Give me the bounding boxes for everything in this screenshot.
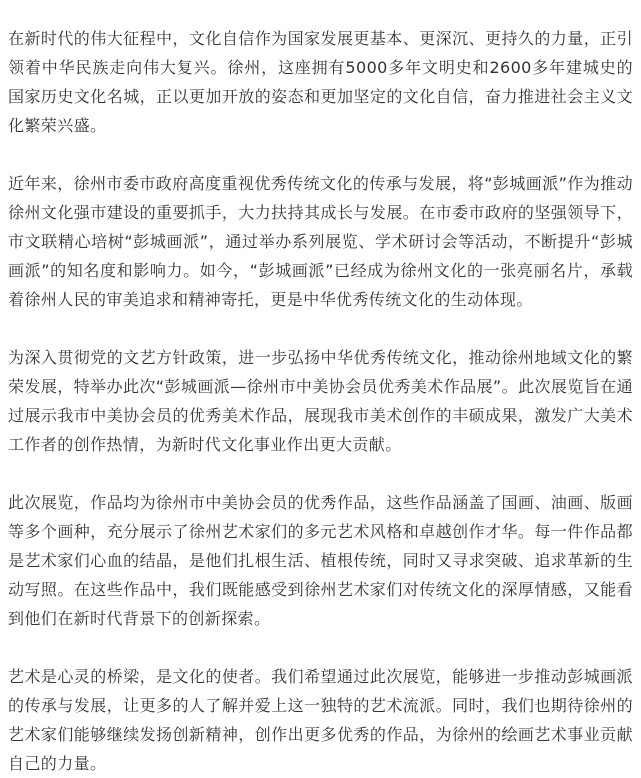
- paragraph-3: 为深入贯彻党的文艺方针政策，进一步弘扬中华优秀传统文化，推动徐州地域文化的繁荣发展，特举办此次“彭城画派—徐州市中美协会员优秀美术作品展”。此次展览旨在通过展示我市中美协会员的优秀美术作品，展现我市美术创作的丰硕成果，激发广大美术工作者的创作热情，为新时代文化事业作出更大贡献。: [8, 348, 633, 454]
- paragraph-5: 艺术是心灵的桥梁，是文化的使者。我们希望通过此次展览，能够进一步推动彭城画派的传承与发展，让更多的人了解并爱上这一独特的艺术流派。同时，我们也期待徐州的艺术家们能够继续发扬创新精神，创作出更多优秀的作品，为徐州的绘画艺术事业贡献自己的力量。: [8, 667, 633, 773]
- paragraph-1: 在新时代的伟大征程中，文化自信作为国家发展更基本、更深沉、更持久的力量，正引领着中华民族走向伟大复兴。徐州，这座拥有5000多年文明史和2600多年建城史的国家历史文化名城，正以更加开放的姿态和更加坚定的文化自信，奋力推进社会主义文化繁荣兴盛。: [8, 29, 633, 135]
- paragraph-2: 近年来，徐州市委市政府高度重视优秀传统文化的传承与发展，将“彭城画派”作为推动徐州文化强市建设的重要抓手，大力扶持其成长与发展。在市委市政府的坚强领导下，市文联精心培树“彭城画派”，通过举办系列展览、学术研讨会等活动，不断提升“彭城画派”的知名度和影响力。如今，“彭城画派”已经成为徐州文化的一张亮丽名片，承载着徐州人民的审美追求和精神寄托，更是中华优秀传统文化的生动体现。: [8, 174, 633, 309]
- paragraph-4: 此次展览，作品均为徐州市中美协会员的优秀作品，这些作品涵盖了国画、油画、版画等多个画种，充分展示了徐州艺术家们的多元艺术风格和卓越创作才华。每一件作品都是艺术家们心血的结晶，是他们扎根生活、植根传统，同时又寻求突破、追求革新的生动写照。在这些作品中，我们既能感受到徐州艺术家们对传统文化的深厚情感，又能看到他们在新时代背景下的创新探索。: [8, 493, 633, 628]
